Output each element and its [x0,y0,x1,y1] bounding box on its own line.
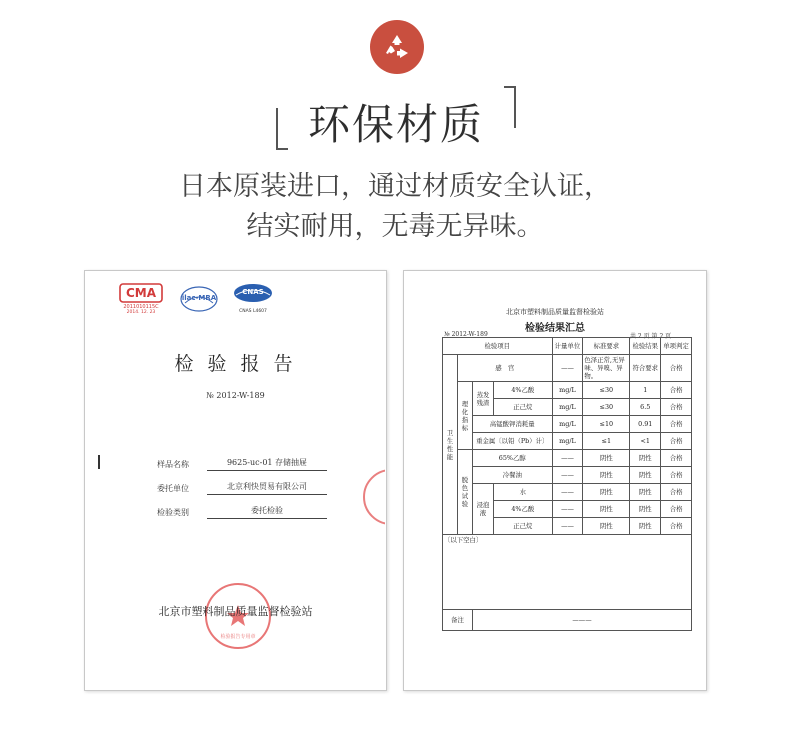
results-table [442,337,692,631]
field-value-sample: 9625-uc-01 存储抽屉 [207,457,327,471]
ilac-mra-logo: ilac-MRA [179,285,219,313]
blank-note: 〔以下空白〕 [443,535,692,610]
summary-number: № 2012-W-189 [444,331,488,338]
table-row: 重金属〔以铅（Pb）计〕 mg/L ≤1 <1 合格 [443,433,692,450]
results-summary-page [403,270,707,691]
recycle-icon [370,20,424,74]
field-label-sample: 样品名称 [157,460,189,469]
sub-evaporation: 蒸发残渣 [473,382,494,416]
report-cover-page [84,270,387,691]
side-stamp [361,467,385,527]
issuing-organization: 北京市塑料制品质量监督检验站 [158,605,313,618]
description-line-2: 结实耐用，无毒无异味。 [246,211,544,242]
table-row: 高锰酸钾消耗量 mg/L ≤10 0.91 合格 [443,416,692,433]
table-blank-row [443,535,692,610]
official-stamp: 检验报告专用章 [203,581,273,651]
field-value-type: 委托检验 [207,505,327,519]
table-row: 正己烷 mg/L ≤30 6.5 合格 [443,399,692,416]
group-hygiene: 卫生性能 [443,355,458,535]
header-requirement: 标准要求 [583,338,630,355]
sub-decolor: 脱色试验 [458,450,473,535]
section-heading [276,86,516,150]
table-row: 理化指标 蒸发残渣 4%乙酸 mg/L ≤30 1 合格 [443,382,692,399]
header-result: 检验结果 [630,338,661,355]
remark-label: 备注 [443,610,473,631]
field-label-client: 委托单位 [157,484,189,493]
group-chem: 理化指标 [458,382,473,450]
report-number: № 2012-W-189 [206,391,265,400]
sub-soak: 浸泡液 [473,484,494,535]
table-row: 浸泡液 水 —— 阴性 阴性 合格 [443,484,692,501]
summary-organization: 北京市塑料制品质量监督检验站 [506,308,604,316]
header-verdict: 单项判定 [661,338,692,355]
binding-mark [98,455,100,469]
table-row: 冷餐油 —— 阴性 阴性 合格 [443,467,692,484]
field-label-type: 检验类别 [157,508,189,517]
table-header-row [443,338,692,355]
cma-logo: CMA 2011010115C 2014. 12. 23 [119,283,163,315]
table-row: 卫生性能 感 官 —— 色泽正常,无异味、异嗅、异物。 符合要求 合格 [443,355,692,382]
remark-value: ——— [473,610,692,631]
table-row: 4%乙酸 —— 阴性 阴性 合格 [443,501,692,518]
page-indicator: 共 2 页 第 2 页 [630,333,672,340]
field-value-client: 北京利快贸易有限公司 [207,481,327,495]
header-item: 检验项目 [443,338,553,355]
table-row: 正己烷 —— 阴性 阴性 合格 [443,518,692,535]
summary-title: 检验结果汇总 [525,323,585,334]
section-title: 环保材质 [307,100,484,149]
description-line-1: 日本原装进口，通过材质安全认证， [179,171,611,202]
table-row: 脱色试验 65%乙醇 —— 阴性 阴性 合格 [443,450,692,467]
table-remark-row [443,610,692,631]
report-title: 检 验 报 告 [174,353,297,375]
header-unit: 计量单位 [552,338,583,355]
cnas-logo: CNAS CNAS L4607 [231,283,275,317]
